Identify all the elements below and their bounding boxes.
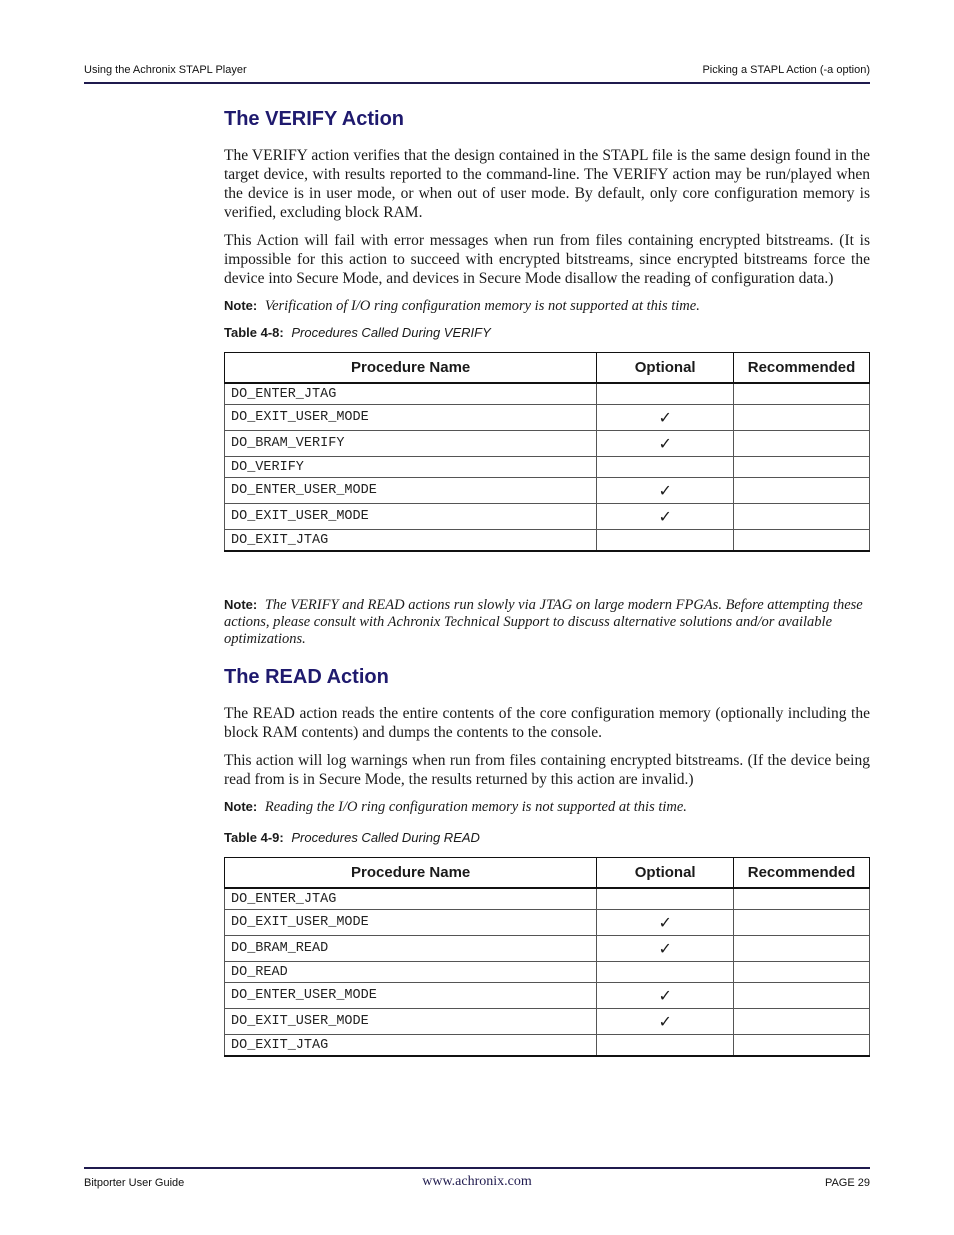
recommended-cell	[734, 431, 870, 457]
page-number: PAGE 29	[824, 1177, 870, 1189]
table-row	[225, 530, 870, 552]
note-text: Verification of I/O ring configuration memory is not supported at this time.	[264, 298, 700, 314]
column-header-procedure-name: Procedure Name	[225, 353, 597, 384]
table-row	[225, 383, 870, 405]
column-header-recommended: Recommended	[734, 858, 870, 889]
procedure-name-cell: DO_ENTER_USER_MODE	[225, 478, 597, 504]
column-header-procedure-name: Procedure Name	[225, 858, 597, 889]
recommended-cell	[734, 478, 870, 504]
recommended-cell	[734, 936, 870, 962]
header-rule	[84, 82, 870, 84]
table-row	[225, 457, 870, 478]
procedure-name-cell: DO_BRAM_READ	[225, 936, 597, 962]
recommended-cell	[734, 962, 870, 983]
performance-note	[224, 596, 870, 648]
verify-procedures-table	[224, 352, 870, 552]
optional-cell	[597, 1035, 734, 1057]
procedure-name-cell: DO_EXIT_USER_MODE	[225, 504, 597, 530]
header-left: Using the Achronix STAPL Player	[84, 64, 247, 76]
checkmark-icon: ✓	[597, 983, 734, 1009]
note-label: Note:	[224, 799, 258, 814]
optional-cell	[597, 383, 734, 405]
recommended-cell	[734, 983, 870, 1009]
procedure-name-cell: DO_EXIT_USER_MODE	[225, 1009, 597, 1035]
note-text: The VERIFY and READ actions run slowly via JTAG on large modern FPGAs. Before attempting these actions, please consult with Achronix Technical Support to discuss alternative solutions and/or available optimizations.	[224, 597, 863, 647]
recommended-cell	[734, 504, 870, 530]
caption-label: Table 4-8:	[224, 325, 284, 340]
read-table-caption	[224, 830, 870, 845]
optional-cell	[597, 888, 734, 910]
verify-heading: The VERIFY Action	[224, 108, 405, 130]
table-row	[225, 1035, 870, 1057]
read-paragraph-1: The READ action reads the entire contents of the core configuration memory (optionally including the block RAM contents) and dumps the contents to the console.	[224, 705, 870, 741]
checkmark-icon: ✓	[597, 936, 734, 962]
checkmark-icon: ✓	[597, 504, 734, 530]
recommended-cell	[734, 457, 870, 478]
recommended-cell	[734, 405, 870, 431]
procedure-name-cell: DO_EXIT_JTAG	[225, 1035, 597, 1057]
header-right: Picking a STAPL Action (-a option)	[702, 64, 870, 76]
table-row	[225, 478, 870, 504]
table-row	[225, 504, 870, 530]
procedure-name-cell: DO_EXIT_USER_MODE	[225, 910, 597, 936]
read-paragraph-2: This action will log warnings when run from files containing encrypted bitstreams. (If the device being read from is in Secure Mode, the results returned by this action are invalid.)	[224, 752, 870, 788]
recommended-cell	[734, 1035, 870, 1057]
verify-note	[224, 297, 870, 315]
verify-paragraph-2: This Action will fail with error messages when run from files containing encrypted bitstreams. (It is impossible for this action to succeed with encrypted bitstreams, since encrypted bitstreams force the device into Secure Mode, and devices in Secure Mode disallow the reading of configuration data.)	[224, 232, 870, 287]
optional-cell	[597, 962, 734, 983]
checkmark-icon: ✓	[597, 910, 734, 936]
recommended-cell	[734, 888, 870, 910]
table-row	[225, 431, 870, 457]
column-header-optional: Optional	[597, 858, 734, 889]
checkmark-icon: ✓	[597, 431, 734, 457]
column-header-optional: Optional	[597, 353, 734, 384]
procedure-name-cell: DO_ENTER_JTAG	[225, 383, 597, 405]
checkmark-icon: ✓	[597, 405, 734, 431]
caption-label: Table 4-9:	[224, 830, 284, 845]
procedure-name-cell: DO_VERIFY	[225, 457, 597, 478]
caption-text: Procedures Called During VERIFY	[291, 325, 491, 340]
verify-table-caption	[224, 325, 870, 340]
recommended-cell	[734, 910, 870, 936]
recommended-cell	[734, 1009, 870, 1035]
column-header-recommended: Recommended	[734, 353, 870, 384]
procedure-name-cell: DO_EXIT_USER_MODE	[225, 405, 597, 431]
table-row	[225, 888, 870, 910]
footer-left: Bitporter User Guide	[84, 1177, 185, 1189]
checkmark-icon: ✓	[597, 478, 734, 504]
table-row	[225, 936, 870, 962]
optional-cell	[597, 530, 734, 552]
note-label: Note:	[224, 298, 258, 313]
table-row	[225, 962, 870, 983]
procedure-name-cell: DO_BRAM_VERIFY	[225, 431, 597, 457]
procedure-name-cell: DO_ENTER_JTAG	[225, 888, 597, 910]
table-row	[225, 405, 870, 431]
note-text: Reading the I/O ring configuration memory is not supported at this time.	[264, 799, 687, 815]
optional-cell	[597, 457, 734, 478]
table-row	[225, 1009, 870, 1035]
procedure-name-cell: DO_ENTER_USER_MODE	[225, 983, 597, 1009]
read-note	[224, 798, 870, 816]
read-heading: The READ Action	[224, 666, 389, 688]
table-row	[225, 983, 870, 1009]
footer-rule	[84, 1167, 870, 1169]
checkmark-icon: ✓	[597, 1009, 734, 1035]
procedure-name-cell: DO_EXIT_JTAG	[225, 530, 597, 552]
note-label: Note:	[224, 597, 258, 612]
verify-paragraph-1: The VERIFY action verifies that the design contained in the STAPL file is the same design found in the target device, with results reported to the command-line. The VERIFY action may be run/played when the device is in user mode, or when out of user mode. By default, only core configuration memory is verified, excluding block RAM.	[224, 147, 870, 221]
read-procedures-table	[224, 857, 870, 1057]
table-row	[225, 910, 870, 936]
procedure-name-cell: DO_READ	[225, 962, 597, 983]
caption-text: Procedures Called During READ	[291, 830, 480, 845]
recommended-cell	[734, 383, 870, 405]
footer-website-link[interactable]: www.achronix.com	[422, 1174, 532, 1189]
page-content	[224, 106, 870, 1057]
recommended-cell	[734, 530, 870, 552]
